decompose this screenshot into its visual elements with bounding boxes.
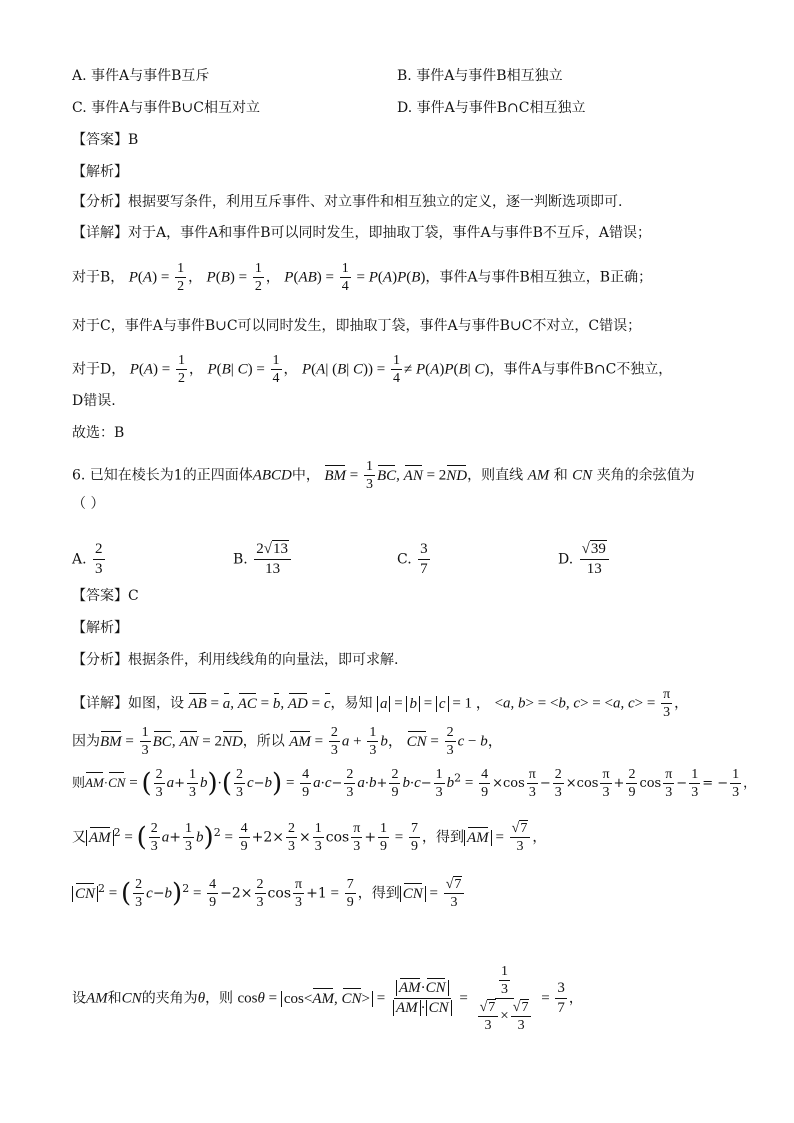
q5-detail-d-prefix: 对于D， (72, 361, 126, 378)
q6-detail-ze: 则 (72, 776, 86, 791)
q6-detail-line5: CN $^2$ = ( $\frac{2}{3}$ c−b)$^2$ = $\frac{4}{9}$ −2× $\frac{2}{3}$ cos $\frac{\pi}{3}$ +1 = $\frac{7}{9}$ ，得到 CN = $\frac{√7}{3}$ (72, 876, 466, 911)
q6-stem-suffix: ，则直线 (467, 467, 524, 484)
q5-option-a: A. 事件A与事件B互斥 (72, 68, 210, 84)
q6-detail-set-prefix: 设 (72, 990, 86, 1007)
q6-stem-prefix: 6. 已知在棱长为1的正四面体 (72, 467, 253, 484)
q6-stem-end: 夹角的余弦值为 (596, 467, 695, 484)
q6-detail-line1: 【详解】如图，设 AB = a, AC = b, AD = c，易知 a = b = c = 1 ， <a, b> = <b, c> = <a, c> = $\frac{\pi}{3}$ ， (72, 687, 689, 720)
q6-detail-you: 又 (72, 829, 86, 846)
q5-detail-b: 对于B， P(A) = $\frac{1}{2}$ ， P(B) = $\frac{1}{2}$ ， P(AB) = $\frac{1}{4}$ = P(A)P(B)，事件A与事件B相互独立，B正确； (72, 261, 653, 294)
q6-detail-prefix: 【详解】如图，设 (72, 695, 184, 712)
q6-detail-line3: 则AM·CN = ( $\frac{2}{3}$ a+ $\frac{1}{3}$ b)·( $\frac{2}{3}$ c−b) = $\frac{4}{9}$ a·c− $\frac{2}{3}$ a·b+ $\frac{2}{9}$ b·c− $\frac{1}{3}$ $b^2$ = $\frac{4}{9}$ ×cos $\frac{\pi}{3}$ − $\frac{2}{3}$ ×cos $\frac{\pi}{3}$ + $\frac{2}{9}$ cos $\frac{\pi}{3}$ − $\frac{1}{3}$ = − $\frac{1}{3}$ ， (72, 767, 757, 800)
q6-stem: 6. 已知在棱长为1的正四面体ABCD中， BM = $\frac{1}{3}$ BC, AN = 2ND，则直线 AM 和 CN 夹角的余弦值为 (72, 459, 695, 492)
q6-option-a-label: A. (72, 551, 87, 568)
q5-detail-c: 对于C，事件A与事件B∪C可以同时发生，即抽取丁袋，事件A与事件B∪C不对立，C错误； (72, 318, 642, 334)
q5-conclusion: 故选：B (72, 425, 125, 441)
q6-answer: 【答案】C (72, 588, 139, 604)
q5-detail-b-prefix: 对于B， (72, 269, 125, 286)
q6-detail-dedao-am: ，得到 (422, 829, 465, 846)
q6-detail-set-suffix: 的夹角为 (141, 990, 198, 1007)
q5-detail-d-suffix: ，事件A与事件B∩C不独立， (489, 361, 673, 378)
q5-detail-a: 【详解】对于A，事件A和事件B可以同时发生，即抽取丁袋，事件A与事件B不互斥，A错误； (72, 225, 652, 241)
q5-answer: 【答案】B (72, 132, 139, 148)
q6-detail-line2: 因为BM = $\frac{1}{3}$ BC, AN = 2ND，所以 AM = $\frac{2}{3}$ a + $\frac{1}{3}$ b， CN = $\frac{2}{3}$ c − b， (72, 725, 503, 758)
q5-detail-d-end: D错误. (72, 393, 116, 409)
q6-option-b-label: B. (233, 551, 248, 568)
q5-detail-d: 对于D， P(A) = $\frac{1}{2}$ ， P(B| C) = $\frac{1}{4}$ ， P(A| (B| C)) = $\frac{1}{4}$ ≠ P(A)P(B| C)，事件A与事件B∩C不独立， (72, 353, 673, 386)
q5-option-b: B. 事件A与事件B相互独立 (397, 68, 563, 84)
q5-analysis-label: 【解析】 (72, 164, 128, 180)
q6-detail-mid: ，易知 (330, 695, 373, 712)
q5-option-c: C. 事件A与事件B∪C相互对立 (72, 100, 260, 116)
q6-detail-so: ，所以 (242, 733, 285, 750)
q6-detail-line4: 又 AM $^2$ = ( $\frac{2}{3}$ a+ $\frac{1}{3}$ b)$^2$ = $\frac{4}{9}$ +2× $\frac{2}{3}$ × $\frac{1}{3}$ cos $\frac{\pi}{3}$ + $\frac{1}{9}$ = $\frac{7}{9}$ ，得到 AM = $\frac{√7}{3}$ ， (72, 821, 547, 854)
q6-detail-dedao-cn: ，得到 (357, 885, 400, 902)
q6-stem-paren: （ ） (72, 496, 105, 512)
q5-fenxi: 【分析】根据要写条件，利用互斥事件、对立事件和相互独立的定义，逐一判断选项即可. (72, 194, 623, 210)
q6-option-b: B. $\frac{2√13}{13}$ (233, 540, 293, 579)
q6-detail-set-mid: 和 (107, 990, 122, 1007)
q6-stem-mid: 中， (291, 467, 320, 484)
q6-option-a: A. $\frac{2}{3}$ (72, 541, 103, 577)
q6-option-c: C. $\frac{3}{7}$ (397, 541, 428, 577)
q6-option-d-label: D. (558, 551, 574, 568)
q6-detail-line6: 设AM和CN的夹角为θ，则 cosθ = cos<AM, CN> = $\frac{AM\cdot CN}{AM \cdot CN}$ = $\frac{1}{3}$ $\frac{√7}{3}$ × $\frac{√7}{3}$ = $\frac{3}{7}$ ， (72, 964, 583, 1033)
q6-fenxi: 【分析】根据条件，利用线线角的向量法，即可求解. (72, 652, 399, 668)
q6-analysis-label: 【解析】 (72, 620, 128, 636)
q6-detail-set-then: ，则 (205, 990, 234, 1007)
q5-option-d: D. 事件A与事件B∩C相互独立 (397, 100, 586, 116)
q6-detail-because: 因为 (72, 733, 100, 750)
q6-option-c-label: C. (397, 551, 412, 568)
q6-option-d: D. $\frac{√39}{13}$ (558, 540, 611, 579)
q6-stem-solid: ABCD (252, 467, 292, 484)
q5-detail-b-suffix: ，事件A与事件B相互独立，B正确； (425, 269, 653, 286)
